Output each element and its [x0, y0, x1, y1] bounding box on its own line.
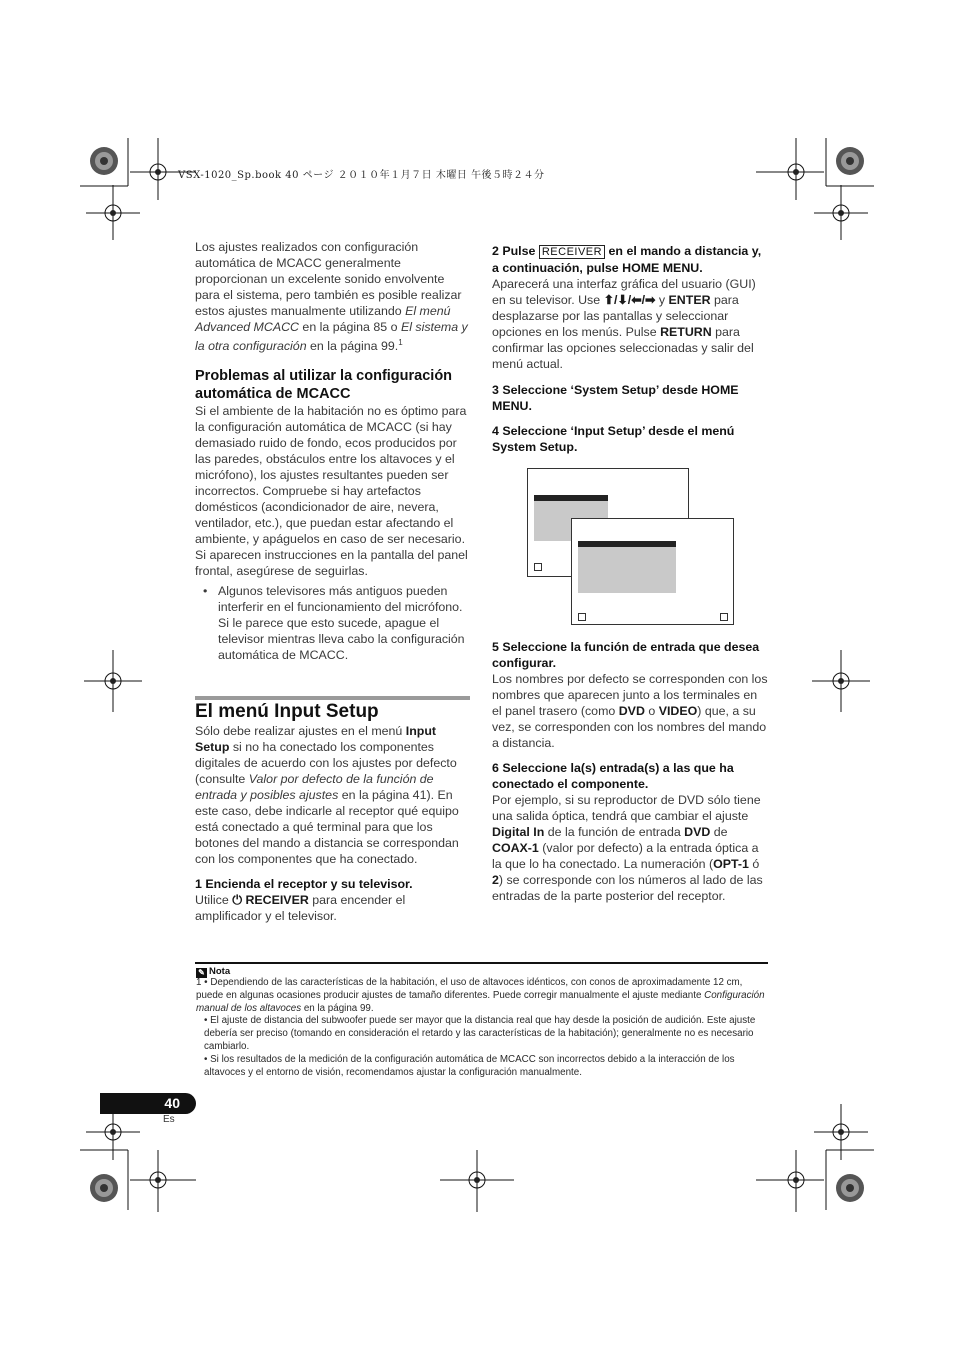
step-2-title: 2 Pulse RECEIVER en el mando a distancia y, a continuación, pulse HOME MENU.: [492, 244, 762, 275]
step-5-title: 5 Seleccione la función de entrada que desea configurar.: [492, 640, 760, 670]
gui-return-icon: [534, 563, 542, 571]
gui-exit-icon: [720, 613, 728, 621]
left-column: [195, 239, 471, 663]
right-column: [492, 243, 770, 455]
step-2-text: Aparecerá una interfaz gráfica del usuario (GUI) en su televisor. Use ⬆/⬇/⬅/➡ y ENTER para desplazarse por las pantallas y seleccionar opciones en los menús. Pulse RETURN para confirmar las opciones seleccionadas y salir del menú actual.: [492, 277, 756, 371]
link-system-config: El sistema y la otra configuración: [195, 320, 468, 354]
page-number-badge: [100, 1093, 196, 1114]
note-3: • Si los resultados de la medición de la configuración automática de MCACC son incorrectos debido a la interacción de los altavoces y el entorno de visión, recomendamos ajustar la configuración manualmente.: [204, 1053, 735, 1078]
note-label: ✎ Nota: [196, 966, 230, 978]
receiver-button-label: RECEIVER: [539, 245, 605, 259]
problems-heading: Problemas al utilizar la configuración automática de MCACC: [195, 368, 453, 403]
note-1: 1 • Dependiendo de las características de la habitación, el uso de altavoces idénticos, con conos de aproximadamente 12 cm, puede en algunas ocasiones producir ajustes de tamaño diferentes. Puede corregir manualmente el ajuste mediante Configuración manual de los altavoces en la página 99.: [196, 977, 765, 1014]
step-1-title: 1 Encienda el receptor y su televisor.: [195, 877, 413, 891]
gui-screen-front: [571, 518, 734, 625]
step-4-title: 4 Seleccione ‘Input Setup’ desde el menú System Setup.: [492, 424, 735, 454]
section-title: El menú Input Setup: [195, 701, 379, 722]
step-6-text: Por ejemplo, si su reproductor de DVD sólo tiene una salida óptica, tendrá que cambiar el ajuste Digital In de la función de entrada DVD de COAX-1 (valor por defecto) a la entrada óptica a la que lo ha conectado. La numeración (OPT-1 ó 2) se corresponde con los números al lado de las entradas de la parte posterior del receptor.: [492, 793, 763, 903]
intro-paragraph: Los ajustes realizados con configuración automática de MCACC generalmente proporcionan un excelente sonido envolvente para el sistema, pero también es posible realizar estos ajustes manualmente utilizando El menú Advanced MCACC en la página 85 o El sistema y la otra configuración en la página 99.$^1$: [195, 240, 468, 354]
arrow-keys-icon: ⬆/⬇/⬅/➡: [603, 293, 656, 307]
input-setup-paragraph: Sólo debe realizar ajustes en el menú Input Setup si no ha conectado los componentes digitales de acuerdo con los ajustes por defecto (consulte Valor por defecto de la función de entrada y posibles ajustes en la página 41). En este caso, debe indicarle al receptor qué equipo está conectado a qué terminal para que los botones del mando a distancia se correspondan con los componentes que ha conectado.: [195, 724, 459, 866]
step-1-text: Utilice ⏻ RECEIVER para encender el amplificador y el televisor.: [195, 893, 406, 923]
link-advanced-mcacc: El menú Advanced MCACC: [195, 304, 451, 334]
step-6-title: 6 Seleccione la(s) entrada(s) a las que ha conectado el componente.: [492, 761, 734, 791]
gui-return-icon: [578, 613, 586, 621]
power-icon: ⏻: [232, 893, 242, 907]
gui-submenu-list: [578, 547, 676, 593]
problems-paragraph: Si el ambiente de la habitación no es óptimo para la configuración automática de MCACC (si hay demasiado ruido de fondo, ecos producidos por las paredes, obstáculos entre los altavoces y el micrófono), los ajustes resultantes pueden ser incorrectos. Compruebe si hay artefactos domésticos (acondicionador de aire, nevera, ventilador, etc.), que puedan estar afectando el ambiente, y apáguelos en caso de ser necesario. Si aparecen instrucciones en la pantalla del panel frontal, asegúrese de seguirlas.: [195, 404, 468, 579]
book-header-line: VSX-1020_Sp.book 40 ページ ２０１０年１月７日 木曜日 午後５時２４分: [178, 170, 545, 181]
page-language: Es: [163, 1114, 175, 1125]
notes-block: [196, 977, 770, 1079]
note-icon: ✎: [196, 968, 207, 978]
right-column-lower: [492, 639, 770, 904]
link-manual-speaker: Configuración manual de los altavoces: [196, 989, 765, 1014]
notes-divider: [195, 962, 768, 964]
bullet-item: • Algunos televisores más antiguos pueden interferir en el funcionamiento del micrófono. Si le parece que esto sucede, apague el televisor mientras lleva cabo la configuración automática de MCACC.: [195, 583, 471, 663]
footnote-ref: 1: [398, 338, 403, 347]
note-2: • El ajuste de distancia del subwoofer puede ser mayor que la distancia real que hay desde la posición de audición. Este ajuste debería ser preciso (tomando en consideración el retardo y las características de la habitación); generalmente no es necesario cambiarlo.: [204, 1015, 756, 1052]
link-default-values: Valor por defecto de la función de entrada y posibles ajustes: [195, 772, 434, 802]
step-3-title: 3 Seleccione ‘System Setup’ desde HOME MENU.: [492, 383, 739, 413]
left-column-lower: [195, 700, 471, 924]
step-5-text: Los nombres por defecto se corresponden con los nombres que aparecen junto a los terminales en el panel trasero (como DVD o VIDEO) que, a su vez, se corresponden con los nombres del mando a distancia.: [492, 672, 768, 750]
page-number: 40: [164, 1095, 180, 1111]
